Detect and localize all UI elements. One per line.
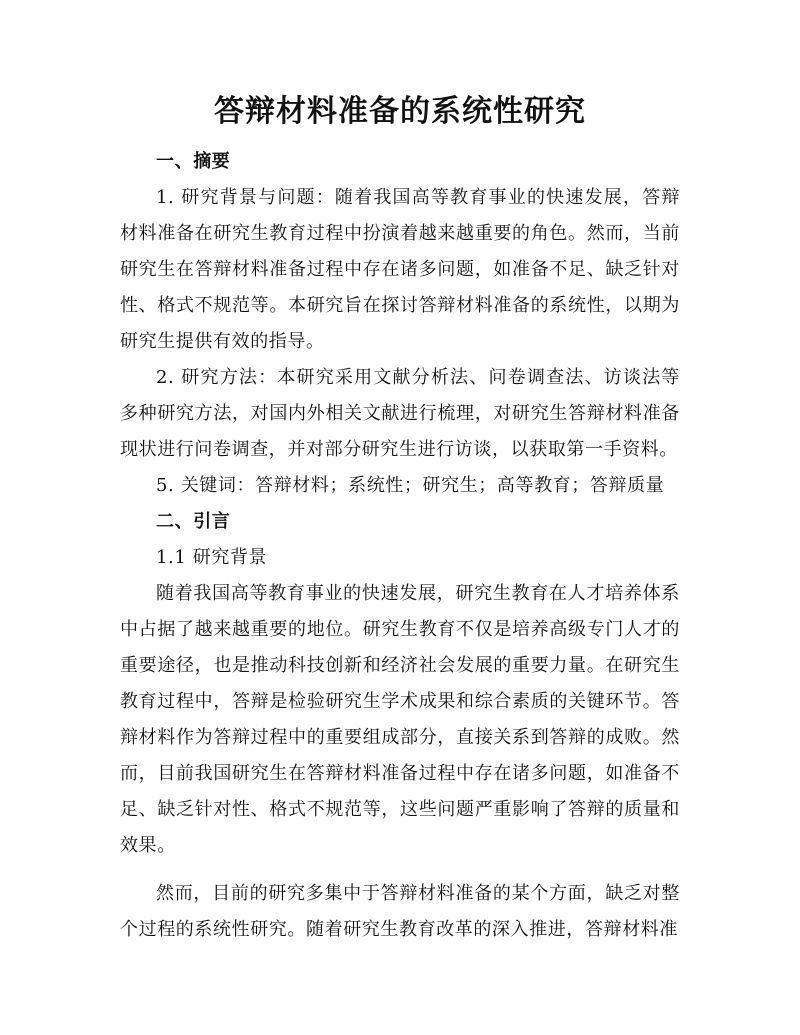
abstract-paragraph-keywords: 5. 关键词：答辩材料；系统性；研究生；高等教育；答辩质量 [156, 475, 665, 496]
intro-paragraph-2: 然而，目前的研究多集中于答辩材料准备的某个方面，缺乏对整个过程的系统性研究。随着研究生教育改革的深入推进，答辩材料准 [120, 883, 680, 940]
abstract-paragraph-background: 1. 研究背景与问题：随着我国高等教育事业的快速发展，答辩材料准备在研究生教育过程中扮演着越来越重要的角色。然而，当前研究生在答辩材料准备过程中存在诸多问题，如准备不足、缺乏针对性、格式不规范等。本研究旨在探讨答辩材料准备的系统性，以期为研究生提供有效的指导。 [120, 187, 680, 352]
document-title: 答辩材料准备的系统性研究 [214, 94, 586, 129]
abstract-paragraph-methods: 2. 研究方法：本研究采用文献分析法、问卷调查法、访谈法等多种研究方法，对国内外相关文献进行梳理，对研究生答辩材料准备现状进行问卷调查，并对部分研究生进行访谈，以获取第一手资料。 [120, 367, 680, 460]
document-body [120, 144, 680, 948]
section-heading-introduction: 二、引言 [156, 511, 231, 532]
section-heading-abstract: 一、摘要 [156, 151, 231, 172]
subsection-heading-background: 1.1 研究背景 [156, 547, 268, 568]
intro-paragraph-1: 随着我国高等教育事业的快速发展，研究生教育在人才培养体系中占据了越来越重要的地位。研究生教育不仅是培养高级专门人才的重要途径，也是推动科技创新和经济社会发展的重要力量。在研究生教育过程中，答辩是检验研究生学术成果和综合素质的关键环节。答辩材料作为答辩过程中的重要组成部分，直接关系到答辩的成败。然而，目前我国研究生在答辩材料准备过程中存在诸多问题，如准备不足、缺乏针对性、格式不规范等，这些问题严重影响了答辩的质量和效果。 [120, 583, 680, 856]
